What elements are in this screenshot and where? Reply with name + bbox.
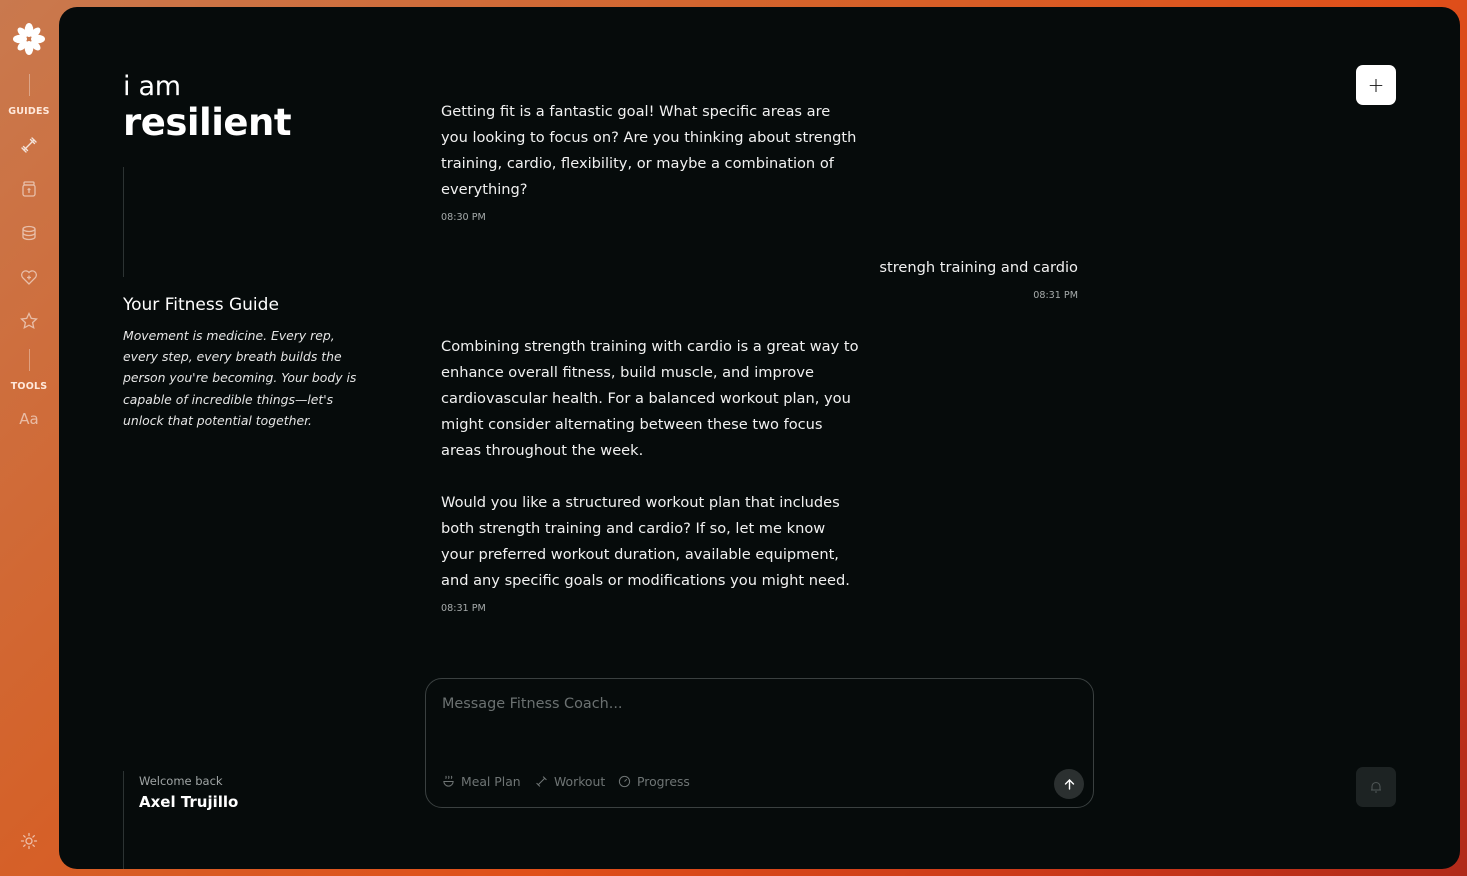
guide-title: Your Fitness Guide	[123, 295, 279, 315]
bell-icon	[1369, 780, 1383, 794]
meal-icon	[442, 775, 455, 788]
progress-chip[interactable]	[618, 774, 690, 789]
message-composer	[425, 678, 1094, 808]
guide-description: Movement is medicine. Every rep, every step, every breath builds the person you're becoming. Your body is capable of incredible things—let's unlock that potential together.	[123, 328, 357, 428]
chip-label: Meal Plan	[461, 774, 521, 789]
user-name[interactable]: Axel Trujillo	[139, 793, 239, 811]
welcome-label: Welcome back	[139, 774, 223, 788]
user-message: strengh training and cardio	[879, 259, 1078, 276]
guides-label: GUIDES	[8, 106, 50, 117]
tools-label: TOOLS	[10, 381, 48, 392]
arrow-up-icon	[1063, 778, 1076, 791]
dumbbell-icon	[535, 775, 548, 788]
brand-line-1: i am	[123, 71, 181, 102]
assistant-message: Getting fit is a fantastic goal! What specific areas are you looking to focus on? Are you thinking about strength training, cardio, flexibility, or maybe a combination of everything?	[441, 103, 857, 198]
chip-label: Workout	[554, 774, 606, 789]
message-timestamp: 08:31 PM	[1033, 290, 1078, 301]
brand-line-2: resilient	[123, 101, 292, 144]
meal-plan-chip[interactable]	[442, 774, 521, 789]
chip-label: Progress	[637, 774, 690, 789]
message-timestamp: 08:31 PM	[441, 603, 486, 614]
notifications-button[interactable]	[1356, 767, 1396, 807]
sidebar-rail	[0, 0, 58, 876]
message-timestamp: 08:30 PM	[441, 212, 486, 223]
heart-plus-icon[interactable]	[19, 267, 39, 287]
send-button[interactable]	[1054, 769, 1084, 799]
star-icon[interactable]	[19, 311, 39, 331]
assistant-message-paragraph: Would you like a structured workout plan that includes both strength training and cardio? If so, let me know your preferred workout duration, available equipment, and any specific goals or modifications you might need.	[441, 494, 850, 589]
brand-title	[123, 71, 292, 144]
font-icon[interactable]: Aa	[19, 410, 39, 428]
divider-line	[123, 771, 124, 869]
gauge-icon	[618, 775, 631, 788]
logo-icon[interactable]	[12, 22, 46, 56]
divider-line	[123, 167, 124, 277]
sun-icon[interactable]	[20, 832, 38, 850]
rail-divider	[29, 349, 30, 371]
message-input[interactable]	[442, 691, 1042, 717]
dumbbell-icon[interactable]	[19, 135, 39, 155]
main-panel	[59, 7, 1460, 869]
rail-divider	[29, 74, 30, 96]
database-icon[interactable]	[19, 223, 39, 243]
workout-chip[interactable]	[535, 774, 605, 789]
assistant-message-paragraph: Combining strength training with cardio is a great way to enhance overall fitness, build muscle, and improve cardiovascular health. For a balanced workout plan, you might consider alternating between these two focus areas throughout the week.	[441, 338, 859, 459]
new-chat-button[interactable]: +	[1356, 65, 1396, 105]
jar-icon[interactable]	[19, 179, 39, 199]
